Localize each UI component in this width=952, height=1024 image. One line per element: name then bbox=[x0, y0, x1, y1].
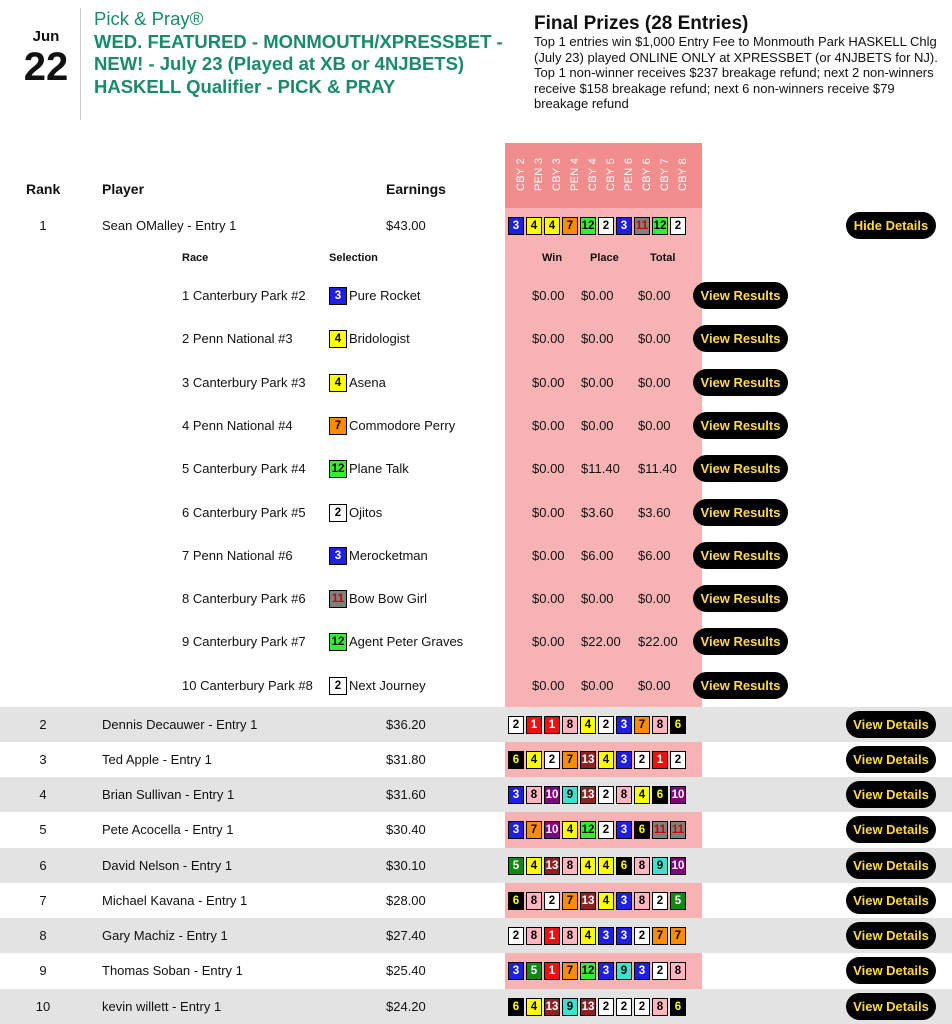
pick-chip: 3 bbox=[598, 962, 614, 980]
view-details-button[interactable]: View Details bbox=[846, 746, 936, 773]
race-header-label: CBY 2 bbox=[515, 157, 527, 191]
table-row bbox=[0, 989, 952, 1024]
pick-chip: 2 bbox=[634, 751, 650, 769]
pick-chip: 2 bbox=[634, 998, 650, 1016]
place-amount: $3.60 bbox=[581, 504, 614, 520]
detail-total-header: Total bbox=[650, 252, 676, 264]
pick-chip: 2 bbox=[634, 927, 650, 945]
place-amount: $22.00 bbox=[581, 634, 621, 650]
pick-chip: 2 bbox=[544, 751, 560, 769]
pick-chip: 3 bbox=[508, 786, 524, 804]
horse-name: Next Journey bbox=[349, 677, 426, 693]
table-row bbox=[0, 812, 952, 847]
pick-chip: 2 bbox=[598, 716, 614, 734]
race-header bbox=[549, 143, 565, 203]
pick-chip: 2 bbox=[508, 927, 524, 945]
total-amount: $6.00 bbox=[638, 547, 671, 563]
pick-chip: 7 bbox=[652, 927, 668, 945]
total-amount: $0.00 bbox=[638, 374, 671, 390]
pick-chip: 5 bbox=[670, 892, 686, 910]
pick-chip: 3 bbox=[616, 927, 632, 945]
win-amount: $0.00 bbox=[532, 591, 565, 607]
player-name: David Nelson - Entry 1 bbox=[102, 858, 233, 873]
pick-chip: 2 bbox=[598, 998, 614, 1016]
race-header-label: PEN 6 bbox=[623, 157, 635, 191]
table-row bbox=[0, 707, 952, 742]
race-header-label: PEN 3 bbox=[533, 157, 545, 191]
pick-chip: 4 bbox=[562, 821, 578, 839]
place-amount: $0.00 bbox=[581, 677, 614, 693]
view-details-button[interactable]: View Details bbox=[846, 816, 936, 843]
pick-chip: 3 bbox=[508, 962, 524, 980]
detail-race: 1 Canterbury Park #2 bbox=[182, 288, 306, 303]
race-header bbox=[513, 143, 529, 203]
pick-chip: 8 bbox=[562, 857, 578, 875]
race-header bbox=[621, 143, 637, 203]
player-name: Gary Machiz - Entry 1 bbox=[102, 928, 228, 943]
race-header-label: CBY 4 bbox=[587, 157, 599, 191]
pick-chip: 7 bbox=[670, 927, 686, 945]
player-name: kevin willett - Entry 1 bbox=[102, 999, 222, 1014]
pick-chip: 1 bbox=[544, 716, 560, 734]
total-amount: $0.00 bbox=[638, 331, 671, 347]
horse-name: Bridologist bbox=[349, 331, 410, 347]
race-header-label: CBY 7 bbox=[659, 157, 671, 191]
race-header-label: CBY 6 bbox=[641, 157, 653, 191]
place-amount: $0.00 bbox=[581, 288, 614, 303]
pick-chip: 10 bbox=[544, 821, 560, 839]
total-amount: $0.00 bbox=[638, 591, 671, 607]
view-results-button[interactable]: View Results bbox=[693, 325, 788, 352]
contest-title bbox=[94, 8, 504, 98]
total-amount: $3.60 bbox=[638, 504, 671, 520]
contest-name: WED. FEATURED - MONMOUTH/XPRESSBET - NEW! - July 23 (Played at XB or 4NJBETS) HASKELL Qualifier - PICK & PRAY bbox=[94, 30, 503, 97]
race-header bbox=[585, 143, 601, 203]
player-name: Ted Apple - Entry 1 bbox=[102, 752, 212, 767]
horse-name: Agent Peter Graves bbox=[349, 634, 464, 650]
prizes-title: Final Prizes (28 Entries) bbox=[534, 13, 749, 34]
pick-chip: 1 bbox=[652, 751, 668, 769]
detail-race: 10 Canterbury Park #8 bbox=[182, 677, 313, 693]
pick-chip: 2 bbox=[670, 217, 686, 235]
race-header bbox=[567, 143, 583, 203]
selection-chip: 4 bbox=[329, 374, 347, 392]
detail-row bbox=[0, 620, 952, 663]
earnings-value: $30.40 bbox=[386, 822, 426, 837]
table-row bbox=[0, 883, 952, 918]
player-header: Player bbox=[102, 181, 145, 197]
pick-chip: 4 bbox=[634, 786, 650, 804]
picks-strip bbox=[508, 716, 688, 734]
pick-chip: 6 bbox=[508, 998, 524, 1016]
pick-chip: 7 bbox=[634, 716, 650, 734]
place-amount: $0.00 bbox=[581, 374, 614, 390]
earnings-value: $27.40 bbox=[386, 928, 426, 943]
detail-row bbox=[0, 317, 952, 360]
pick-chip: 3 bbox=[616, 716, 632, 734]
place-amount: $0.00 bbox=[581, 417, 614, 433]
view-details-button[interactable]: View Details bbox=[846, 781, 936, 808]
table-row bbox=[0, 848, 952, 883]
view-details-button[interactable]: View Details bbox=[846, 957, 936, 984]
pick-chip: 2 bbox=[652, 962, 668, 980]
horse-name: Asena bbox=[349, 374, 386, 390]
pick-chip: 6 bbox=[652, 786, 668, 804]
pick-chip: 7 bbox=[562, 751, 578, 769]
win-amount: $0.00 bbox=[532, 504, 565, 520]
win-amount: $0.00 bbox=[532, 288, 565, 303]
pick-chip: 3 bbox=[634, 962, 650, 980]
rank-value: 10 bbox=[35, 999, 51, 1014]
pick-chip: 1 bbox=[544, 927, 560, 945]
pick-chip: 2 bbox=[598, 786, 614, 804]
selection-chip: 4 bbox=[329, 330, 347, 348]
detail-row bbox=[0, 664, 952, 707]
total-amount: $0.00 bbox=[638, 677, 671, 693]
player-name: Thomas Soban - Entry 1 bbox=[102, 963, 243, 978]
pick-chip: 3 bbox=[616, 821, 632, 839]
date-month: Jun bbox=[32, 28, 60, 45]
earnings-value: $24.20 bbox=[386, 999, 426, 1014]
pick-chip: 9 bbox=[562, 786, 578, 804]
detail-win-header: Win bbox=[542, 252, 563, 264]
player-name: Michael Kavana - Entry 1 bbox=[102, 893, 248, 908]
earnings-value: $31.80 bbox=[386, 752, 426, 767]
pick-chip: 2 bbox=[508, 716, 524, 734]
pick-chip: 10 bbox=[670, 857, 686, 875]
detail-place-header: Place bbox=[590, 252, 619, 264]
pick-chip: 3 bbox=[508, 821, 524, 839]
pick-chip: 5 bbox=[526, 962, 542, 980]
prizes-panel bbox=[534, 14, 944, 112]
rank-value: 8 bbox=[39, 928, 47, 943]
pick-chip: 2 bbox=[544, 892, 560, 910]
pick-chip: 12 bbox=[580, 821, 596, 839]
rank-value: 9 bbox=[39, 963, 47, 978]
win-amount: $0.00 bbox=[532, 634, 565, 650]
pick-chip: 2 bbox=[652, 892, 668, 910]
rank-value: 1 bbox=[39, 218, 47, 233]
pick-chip: 8 bbox=[652, 998, 668, 1016]
horse-name: Plane Talk bbox=[349, 461, 409, 477]
picks-strip bbox=[508, 892, 688, 910]
pick-chip: 8 bbox=[562, 716, 578, 734]
pick-chip: 9 bbox=[652, 857, 668, 875]
picks-strip bbox=[508, 786, 688, 804]
rank-value: 3 bbox=[39, 752, 47, 767]
pick-chip: 11 bbox=[652, 821, 668, 839]
pick-chip: 11 bbox=[670, 821, 686, 839]
race-header-label: PEN 4 bbox=[569, 157, 581, 191]
detail-race: 5 Canterbury Park #4 bbox=[182, 461, 306, 477]
rank-value: 6 bbox=[39, 858, 47, 873]
view-results-button[interactable]: View Results bbox=[693, 282, 788, 309]
picks-strip bbox=[508, 857, 688, 875]
detail-row bbox=[0, 447, 952, 490]
detail-row bbox=[0, 274, 952, 317]
pick-chip: 13 bbox=[580, 786, 596, 804]
pick-chip: 10 bbox=[544, 786, 560, 804]
place-amount: $0.00 bbox=[581, 331, 614, 347]
earnings-header: Earnings bbox=[386, 181, 446, 197]
selection-chip: 2 bbox=[329, 504, 347, 522]
race-header bbox=[531, 143, 547, 203]
view-results-button[interactable]: View Results bbox=[693, 455, 788, 482]
horse-name: Ojitos bbox=[349, 504, 383, 520]
pick-chip: 4 bbox=[544, 217, 560, 235]
horse-name: Merocketman bbox=[349, 547, 428, 563]
earnings-value: $28.00 bbox=[386, 893, 426, 908]
detail-row bbox=[0, 577, 952, 620]
rank-value: 7 bbox=[39, 893, 47, 908]
detail-row bbox=[0, 534, 952, 577]
horse-name: Commodore Perry bbox=[349, 417, 456, 433]
view-results-button[interactable]: View Results bbox=[693, 412, 788, 439]
pick-chip: 9 bbox=[562, 998, 578, 1016]
detail-race: 7 Penn National #6 bbox=[182, 547, 293, 563]
win-amount: $0.00 bbox=[532, 677, 565, 693]
pick-chip: 4 bbox=[526, 217, 542, 235]
pick-chip: 11 bbox=[634, 217, 650, 235]
detail-race: 3 Canterbury Park #3 bbox=[182, 374, 306, 390]
pick-chip: 4 bbox=[526, 751, 542, 769]
view-details-button[interactable]: View Details bbox=[846, 922, 936, 949]
pick-chip: 7 bbox=[562, 892, 578, 910]
pick-chip: 9 bbox=[616, 962, 632, 980]
pick-chip: 8 bbox=[670, 962, 686, 980]
contest-brand: Pick & Pray® bbox=[94, 8, 204, 29]
win-amount: $0.00 bbox=[532, 547, 565, 563]
earnings-value: $43.00 bbox=[386, 218, 426, 233]
table-row bbox=[0, 953, 952, 988]
detail-row bbox=[0, 491, 952, 534]
pick-chip: 6 bbox=[670, 716, 686, 734]
place-amount: $0.00 bbox=[581, 591, 614, 607]
view-results-button[interactable]: View Results bbox=[693, 672, 788, 699]
detail-race-header: Race bbox=[182, 252, 209, 264]
pick-chip: 1 bbox=[526, 716, 542, 734]
player-name: Dennis Decauwer - Entry 1 bbox=[102, 717, 258, 732]
view-results-button[interactable]: View Results bbox=[693, 369, 788, 396]
pick-chip: 7 bbox=[526, 821, 542, 839]
total-amount: $11.40 bbox=[638, 461, 677, 477]
earnings-value: $36.20 bbox=[386, 717, 426, 732]
prizes-description: Top 1 entries win $1,000 Entry Fee to Monmouth Park HASKELL Chlg (July 23) played ONLINE ONLY at XPRESSBET (or 4NJBETS for NJ). Top 1 non-winner receives $237 breakage refund; next 2 non-winners receive $158 breakage refund; next 6 non-winners receive $79 breakage refund bbox=[534, 34, 938, 111]
selection-chip: 2 bbox=[329, 677, 347, 695]
selection-chip: 12 bbox=[329, 460, 347, 478]
view-results-button[interactable]: View Results bbox=[693, 542, 788, 569]
hide-details-button[interactable]: Hide Details bbox=[846, 212, 936, 239]
pick-chip: 8 bbox=[562, 927, 578, 945]
pick-chip: 4 bbox=[580, 716, 596, 734]
pick-chip: 8 bbox=[526, 892, 542, 910]
pick-chip: 12 bbox=[652, 217, 668, 235]
pick-chip: 2 bbox=[670, 751, 686, 769]
picks-strip bbox=[508, 927, 688, 945]
race-header-label: CBY 8 bbox=[677, 157, 689, 191]
pick-chip: 4 bbox=[526, 857, 542, 875]
selection-chip: 12 bbox=[329, 633, 347, 651]
pick-chip: 2 bbox=[598, 217, 614, 235]
pick-chip: 7 bbox=[562, 217, 578, 235]
detail-race: 9 Canterbury Park #7 bbox=[182, 634, 306, 650]
pick-chip: 3 bbox=[616, 217, 632, 235]
win-amount: $0.00 bbox=[532, 331, 565, 347]
pick-chip: 5 bbox=[508, 857, 524, 875]
pick-chip: 1 bbox=[544, 962, 560, 980]
view-results-button[interactable]: View Results bbox=[693, 628, 788, 655]
race-header bbox=[603, 143, 619, 203]
pick-chip: 8 bbox=[526, 786, 542, 804]
player-name: Brian Sullivan - Entry 1 bbox=[102, 787, 235, 802]
pick-chip: 4 bbox=[598, 857, 614, 875]
selection-chip: 7 bbox=[329, 417, 347, 435]
pick-chip: 13 bbox=[580, 892, 596, 910]
detail-row bbox=[0, 361, 952, 404]
player-name: Sean OMalley - Entry 1 bbox=[102, 218, 237, 233]
race-header-label: CBY 5 bbox=[605, 157, 617, 191]
view-results-button[interactable]: View Results bbox=[693, 499, 788, 526]
view-details-button[interactable]: View Details bbox=[846, 852, 936, 879]
race-headers bbox=[505, 143, 702, 205]
pick-chip: 3 bbox=[616, 751, 632, 769]
pick-chip: 6 bbox=[508, 751, 524, 769]
rank-header: Rank bbox=[26, 181, 61, 197]
table-row bbox=[0, 918, 952, 953]
view-details-button[interactable]: View Details bbox=[846, 711, 936, 738]
rank-value: 4 bbox=[39, 787, 47, 802]
pick-chip: 10 bbox=[670, 786, 686, 804]
race-header bbox=[639, 143, 655, 203]
pick-chip: 3 bbox=[598, 927, 614, 945]
detail-race: 4 Penn National #4 bbox=[182, 417, 293, 433]
total-amount: $0.00 bbox=[638, 288, 671, 303]
table-row bbox=[0, 208, 952, 243]
selection-chip: 11 bbox=[329, 590, 347, 608]
pick-chip: 6 bbox=[670, 998, 686, 1016]
pick-chip: 4 bbox=[598, 892, 614, 910]
picks-strip bbox=[508, 751, 688, 769]
race-header-label: CBY 3 bbox=[551, 157, 563, 191]
pick-chip: 4 bbox=[598, 751, 614, 769]
pick-chip: 13 bbox=[544, 998, 560, 1016]
pick-chip: 8 bbox=[634, 857, 650, 875]
pick-chip: 8 bbox=[616, 786, 632, 804]
pick-chip: 4 bbox=[580, 857, 596, 875]
pick-chip: 8 bbox=[634, 892, 650, 910]
pick-chip: 2 bbox=[598, 821, 614, 839]
race-header bbox=[657, 143, 673, 203]
horse-name: Pure Rocket bbox=[349, 288, 421, 303]
date-day: 22 bbox=[23, 45, 69, 89]
pick-chip: 12 bbox=[580, 217, 596, 235]
rank-value: 5 bbox=[39, 822, 47, 837]
earnings-value: $31.60 bbox=[386, 787, 426, 802]
pick-chip: 4 bbox=[580, 927, 596, 945]
picks-strip bbox=[508, 821, 688, 839]
picks-strip bbox=[508, 998, 688, 1016]
detail-selection-header: Selection bbox=[329, 252, 378, 264]
race-header bbox=[675, 143, 691, 203]
total-amount: $22.00 bbox=[638, 634, 678, 650]
rank-value: 2 bbox=[39, 717, 47, 732]
pick-chip: 7 bbox=[562, 962, 578, 980]
win-amount: $0.00 bbox=[532, 417, 565, 433]
earnings-value: $30.10 bbox=[386, 858, 426, 873]
view-results-button[interactable]: View Results bbox=[693, 585, 788, 612]
place-amount: $11.40 bbox=[581, 461, 620, 477]
win-amount: $0.00 bbox=[532, 461, 565, 477]
pick-chip: 6 bbox=[634, 821, 650, 839]
picks-strip bbox=[508, 217, 688, 235]
win-amount: $0.00 bbox=[532, 374, 565, 390]
pick-chip: 6 bbox=[508, 892, 524, 910]
horse-name: Bow Bow Girl bbox=[349, 591, 428, 607]
pick-chip: 2 bbox=[616, 998, 632, 1016]
contest-date bbox=[18, 28, 74, 87]
detail-row bbox=[0, 404, 952, 447]
header-divider bbox=[80, 8, 81, 120]
detail-race: 8 Canterbury Park #6 bbox=[182, 591, 306, 607]
total-amount: $0.00 bbox=[638, 417, 671, 433]
pick-chip: 13 bbox=[580, 998, 596, 1016]
detail-race: 2 Penn National #3 bbox=[182, 331, 293, 347]
pick-chip: 8 bbox=[652, 716, 668, 734]
pick-chip: 6 bbox=[616, 857, 632, 875]
selection-chip: 3 bbox=[329, 547, 347, 565]
pick-chip: 13 bbox=[580, 751, 596, 769]
selection-chip: 3 bbox=[329, 287, 347, 305]
place-amount: $6.00 bbox=[581, 547, 614, 563]
pick-chip: 8 bbox=[526, 927, 542, 945]
table-row bbox=[0, 742, 952, 777]
pick-chip: 3 bbox=[508, 217, 524, 235]
earnings-value: $25.40 bbox=[386, 963, 426, 978]
pick-chip: 4 bbox=[526, 998, 542, 1016]
detail-race: 6 Canterbury Park #5 bbox=[182, 504, 306, 520]
player-name: Pete Acocella - Entry 1 bbox=[102, 822, 234, 837]
view-details-button[interactable]: View Details bbox=[846, 993, 936, 1020]
pick-chip: 3 bbox=[616, 892, 632, 910]
table-row bbox=[0, 777, 952, 812]
pick-chip: 12 bbox=[580, 962, 596, 980]
pick-chip: 13 bbox=[544, 857, 560, 875]
picks-strip bbox=[508, 962, 688, 980]
view-details-button[interactable]: View Details bbox=[846, 887, 936, 914]
